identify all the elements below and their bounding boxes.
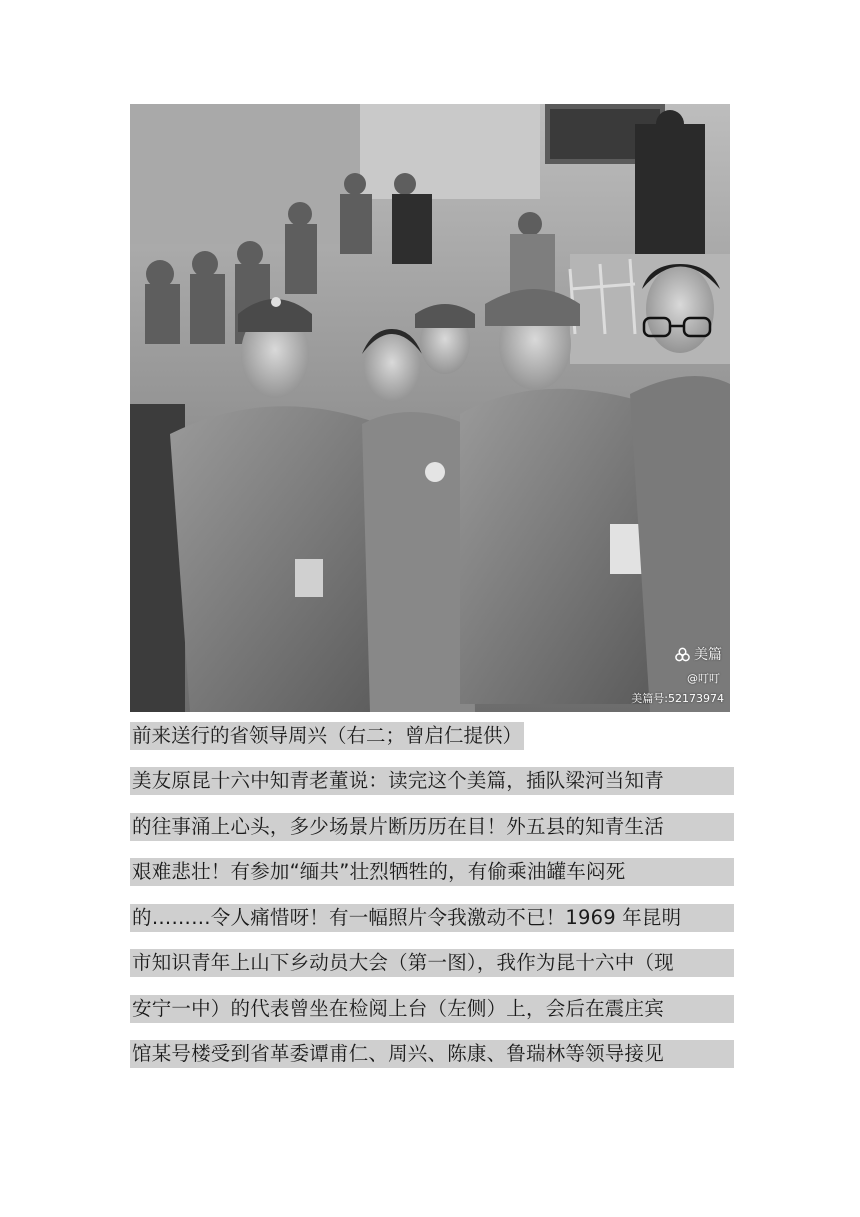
paragraph-line: 市知识青年上山下乡动员大会（第一图），我作为昆十六中（现 [130, 949, 734, 977]
body-paragraph [130, 767, 734, 1086]
paragraph-line: 馆某号楼受到省革委谭甫仁、周兴、陈康、鲁瑞林等领导接见 [130, 1040, 734, 1068]
paragraph-line: 安宁一中）的代表曾坐在检阅上台（左侧）上，会后在震庄宾 [130, 995, 734, 1023]
historical-photo [130, 104, 730, 712]
paragraph-line: 艰难悲壮！有参加“缅共”壮烈牺牲的，有偷乘油罐车闷死 [130, 858, 734, 886]
paragraph-line: 的………令人痛惜呀！有一幅照片令我激动不已！1969 年昆明 [130, 904, 734, 932]
watermark-brand: 美篇 [694, 647, 722, 663]
caption-text: 前来送行的省领导周兴（右二；曾启仁提供） [130, 722, 524, 750]
photo-caption [130, 722, 524, 750]
meipian-logo-icon [675, 647, 690, 662]
paragraph-line: 的往事涌上心头，多少场景片断历历在目！外五县的知青生活 [130, 813, 734, 841]
watermark-logo [675, 644, 722, 664]
watermark-user: @叮叮 [687, 672, 720, 685]
watermark-id: 美篇号:52173974 [631, 692, 724, 705]
photo-image [130, 104, 730, 712]
paragraph-line: 美友原昆十六中知青老董说：读完这个美篇，插队梁河当知青 [130, 767, 734, 795]
